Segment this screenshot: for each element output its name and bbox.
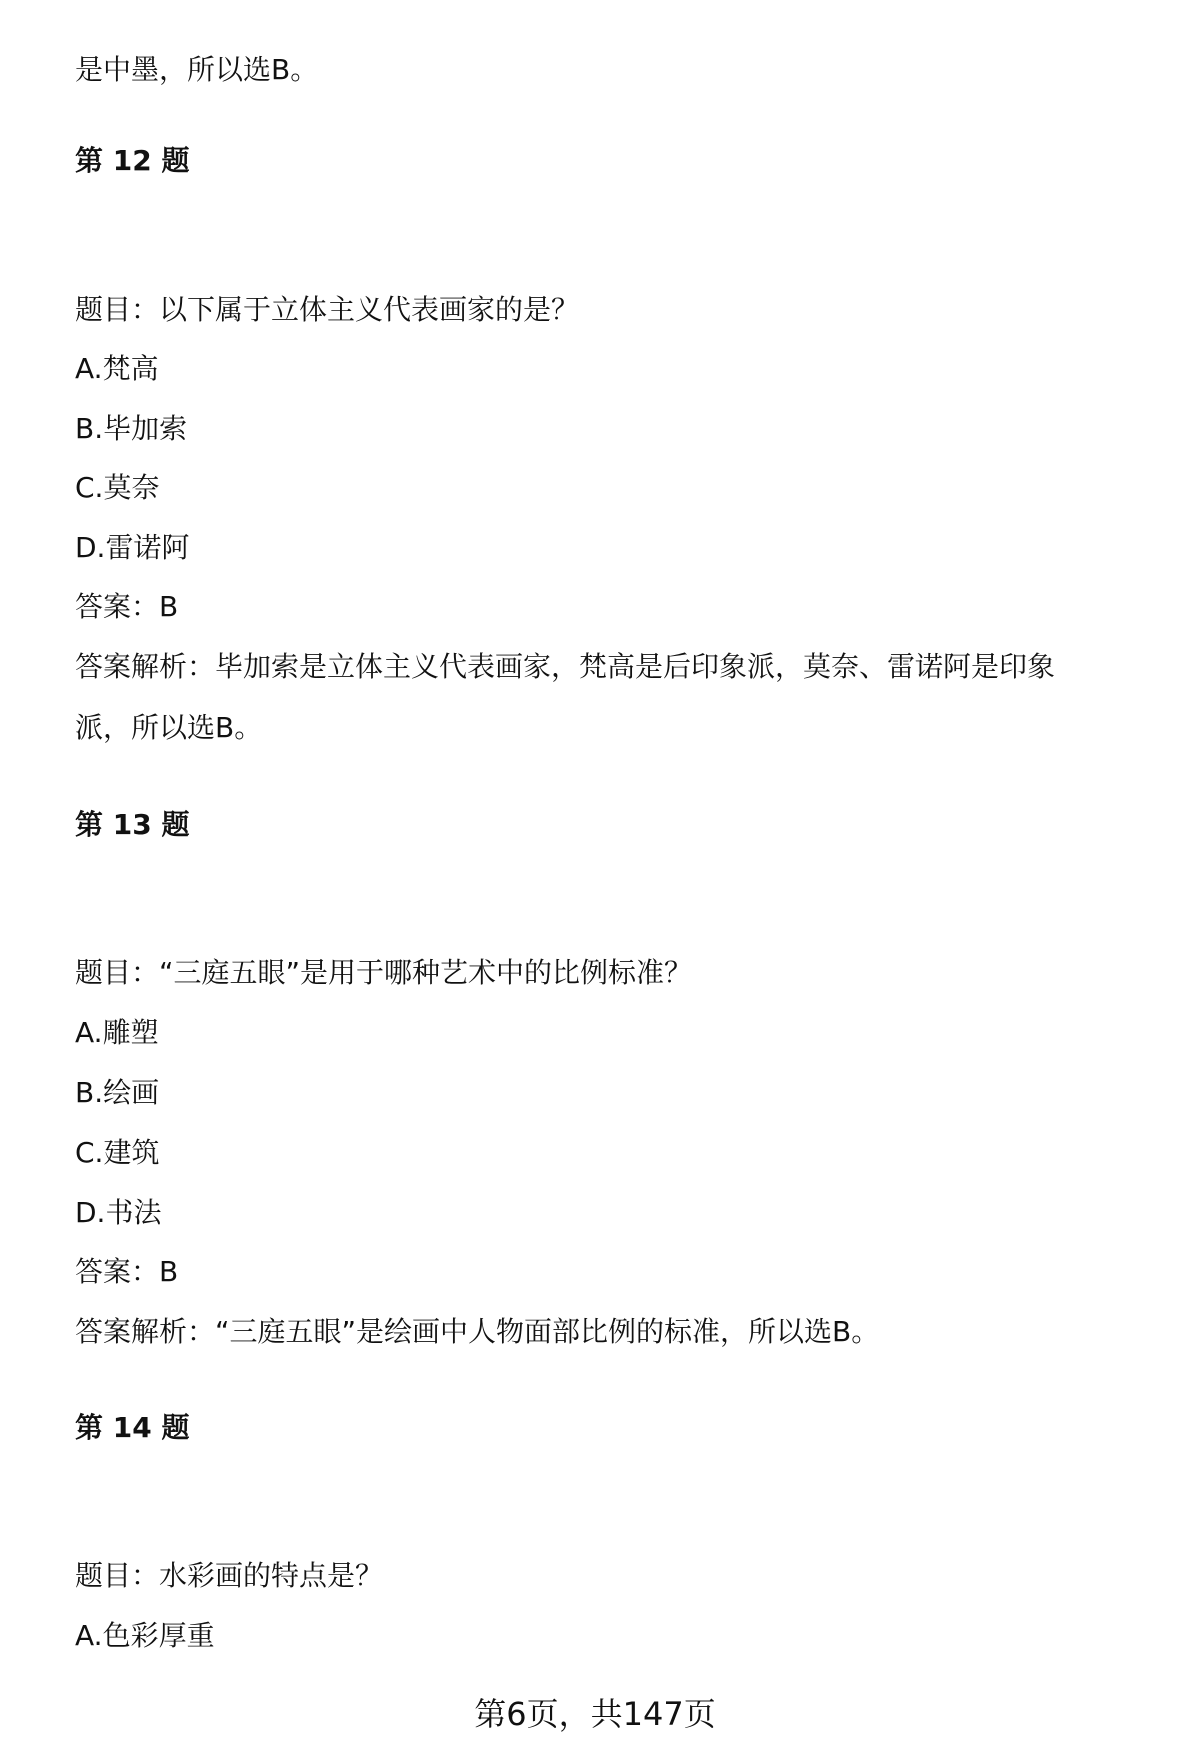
- option-a: A.雕塑: [75, 1016, 159, 1049]
- question-text: 题目：以下属于立体主义代表画家的是？: [75, 293, 580, 326]
- option-c: C.建筑: [75, 1136, 160, 1169]
- question-heading: 第 14 题: [75, 1411, 190, 1444]
- question-text: 题目：水彩画的特点是？: [75, 1559, 384, 1592]
- question-heading: 第 13 题: [75, 808, 190, 841]
- option-c: C.莫奈: [75, 471, 160, 504]
- question-text: 题目：“三庭五眼”是用于哪种艺术中的比例标准？: [75, 956, 693, 989]
- answer-text: 答案：B: [75, 590, 179, 623]
- option-a: A.梵高: [75, 352, 159, 385]
- explanation-line: 派，所以选B。: [75, 711, 263, 744]
- option-d: D.书法: [75, 1196, 162, 1229]
- answer-text: 答案：B: [75, 1255, 179, 1288]
- explanation-line: 答案解析：毕加索是立体主义代表画家，梵高是后印象派，莫奈、雷诺阿是印象: [75, 650, 1056, 683]
- explanation-line: 答案解析：“三庭五眼”是绘画中人物面部比例的标准，所以选B。: [75, 1315, 880, 1348]
- continuation-text: 是中墨，所以选B。: [75, 53, 319, 86]
- question-heading: 第 12 题: [75, 144, 190, 177]
- option-d: D.雷诺阿: [75, 531, 190, 564]
- option-b: B.绘画: [75, 1076, 160, 1109]
- page-number-footer: 第6页，共147页: [474, 1695, 716, 1733]
- option-b: B.毕加索: [75, 412, 188, 445]
- option-a: A.色彩厚重: [75, 1619, 215, 1652]
